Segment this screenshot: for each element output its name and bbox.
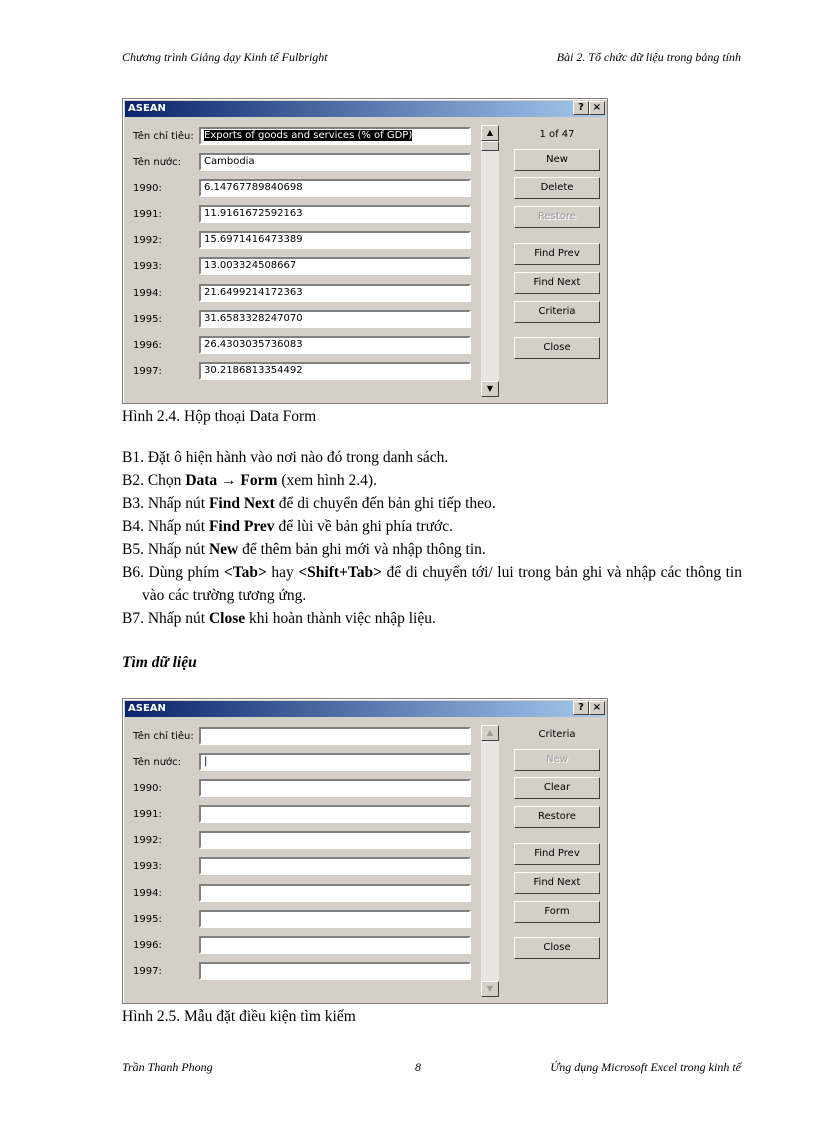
page-number: 8 bbox=[415, 1060, 421, 1074]
new-button[interactable]: New bbox=[514, 749, 600, 771]
field-input[interactable]: Cambodia bbox=[199, 153, 471, 171]
help-button[interactable]: ? bbox=[573, 101, 589, 115]
field-label: 1993: bbox=[133, 261, 162, 272]
section-heading: Tìm dữ liệu bbox=[122, 654, 197, 671]
step-item: B4. Nhấp nút Find Prev để lùi về bản ghi phía trước. bbox=[122, 518, 454, 535]
field-input[interactable]: | bbox=[199, 753, 471, 771]
footer-title: Ứng dụng Microsoft Excel trong kinh tế bbox=[550, 1060, 741, 1074]
delete-button[interactable]: Delete bbox=[514, 177, 600, 199]
field-label: Tên chỉ tiêu: bbox=[133, 731, 194, 742]
footer-author: Trần Thanh Phong bbox=[122, 1060, 213, 1074]
close-icon[interactable]: × bbox=[589, 101, 605, 115]
step-item: B6. Dùng phím <Tab> hay <Shift+Tab> để di chuyển tới/ lui trong bản ghi và nhập các thông tin vào các trường tương ứng. bbox=[122, 564, 742, 604]
field-input[interactable]: 6.14767789840698 bbox=[199, 179, 471, 197]
field-label: 1992: bbox=[133, 235, 162, 246]
field-input[interactable]: 15.6971416473389 bbox=[199, 231, 471, 249]
field-input[interactable] bbox=[199, 779, 471, 797]
restore-button[interactable]: Restore bbox=[514, 806, 600, 828]
step-item: B5. Nhấp nút New để thêm bản ghi mới và nhập thông tin. bbox=[122, 541, 486, 558]
field-label: 1994: bbox=[133, 888, 162, 899]
field-input[interactable] bbox=[199, 727, 471, 745]
field-input[interactable] bbox=[199, 962, 471, 980]
field-label: 1993: bbox=[133, 861, 162, 872]
field-input[interactable]: 13.003324508667 bbox=[199, 257, 471, 275]
dialog-title: ASEAN bbox=[125, 101, 605, 117]
field-input[interactable]: 30.2186813354492 bbox=[199, 362, 471, 380]
close-icon[interactable]: × bbox=[589, 701, 605, 715]
clear-button[interactable]: Clear bbox=[514, 777, 600, 799]
field-label: 1991: bbox=[133, 209, 162, 220]
field-label: 1997: bbox=[133, 366, 162, 377]
close-button[interactable]: Close bbox=[514, 337, 600, 359]
field-label: 1994: bbox=[133, 288, 162, 299]
field-label: Tên nước: bbox=[133, 757, 182, 768]
field-label: 1990: bbox=[133, 183, 162, 194]
field-label: 1995: bbox=[133, 914, 162, 925]
field-label: 1996: bbox=[133, 940, 162, 951]
record-scrollbar[interactable] bbox=[481, 725, 499, 997]
step-item: B7. Nhấp nút Close khi hoàn thành việc nhập liệu. bbox=[122, 610, 436, 627]
field-input[interactable]: 31.6583328247070 bbox=[199, 310, 471, 328]
field-input[interactable]: 11.9161672592163 bbox=[199, 205, 471, 223]
criteria-dialog bbox=[122, 698, 608, 1004]
step-item: B2. Chọn Data → Form (xem hình 2.4). bbox=[122, 472, 377, 489]
find-next-button[interactable]: Find Next bbox=[514, 272, 600, 294]
restore-button[interactable]: Restore bbox=[514, 206, 600, 228]
record-scrollbar[interactable] bbox=[481, 125, 499, 397]
field-input[interactable]: Exports of goods and services (% of GDP) bbox=[199, 127, 471, 145]
field-label: 1995: bbox=[133, 314, 162, 325]
scroll-down-icon[interactable]: ▼ bbox=[481, 981, 499, 997]
field-input[interactable]: 21.6499214172363 bbox=[199, 284, 471, 302]
field-label: 1992: bbox=[133, 835, 162, 846]
figure-caption: Hình 2.4. Hộp thoại Data Form bbox=[122, 408, 317, 425]
find-prev-button[interactable]: Find Prev bbox=[514, 843, 600, 865]
new-button[interactable]: New bbox=[514, 149, 600, 171]
field-input[interactable]: 26.4303035736083 bbox=[199, 336, 471, 354]
field-input[interactable] bbox=[199, 805, 471, 823]
field-input[interactable] bbox=[199, 884, 471, 902]
field-label: 1997: bbox=[133, 966, 162, 977]
field-input[interactable] bbox=[199, 936, 471, 954]
figure-caption: Hình 2.5. Mẫu đặt điều kiện tìm kiếm bbox=[122, 1008, 356, 1025]
step-item: B3. Nhấp nút Find Next để di chuyển đến bản ghi tiếp theo. bbox=[122, 495, 496, 512]
field-label: 1996: bbox=[133, 340, 162, 351]
header-left: Chương trình Giảng dạy Kinh tế Fulbright bbox=[122, 50, 328, 64]
find-next-button[interactable]: Find Next bbox=[514, 872, 600, 894]
data-form-dialog bbox=[122, 98, 608, 404]
field-label: 1991: bbox=[133, 809, 162, 820]
field-input[interactable] bbox=[199, 910, 471, 928]
record-status: Criteria bbox=[538, 729, 576, 740]
criteria-button[interactable]: Criteria bbox=[514, 301, 600, 323]
scroll-down-icon[interactable]: ▼ bbox=[481, 381, 499, 397]
scroll-up-icon[interactable]: ▲ bbox=[481, 725, 499, 741]
record-status: 1 of 47 bbox=[539, 129, 575, 140]
field-label: Tên chỉ tiêu: bbox=[133, 131, 194, 142]
scroll-thumb[interactable] bbox=[481, 141, 499, 151]
field-input[interactable] bbox=[199, 831, 471, 849]
form-button[interactable]: Form bbox=[514, 901, 600, 923]
find-prev-button[interactable]: Find Prev bbox=[514, 243, 600, 265]
close-button[interactable]: Close bbox=[514, 937, 600, 959]
header-right: Bài 2. Tổ chức dữ liệu trong bảng tính bbox=[556, 50, 741, 64]
step-item: B1. Đặt ô hiện hành vào nơi nào đó trong danh sách. bbox=[122, 449, 449, 466]
field-label: Tên nước: bbox=[133, 157, 182, 168]
dialog-title: ASEAN bbox=[125, 701, 605, 717]
scroll-up-icon[interactable]: ▲ bbox=[481, 125, 499, 141]
field-input[interactable] bbox=[199, 857, 471, 875]
help-button[interactable]: ? bbox=[573, 701, 589, 715]
steps-list bbox=[122, 446, 742, 630]
field-label: 1990: bbox=[133, 783, 162, 794]
